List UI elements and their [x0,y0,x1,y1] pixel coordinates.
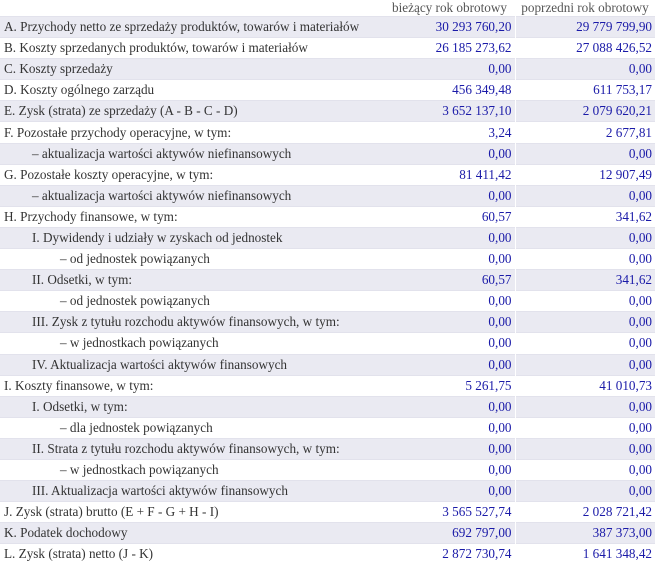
row-label: – od jednostek powiązanych [0,291,384,312]
table-row [0,122,655,143]
current-year-value: 5 261,75 [384,375,515,396]
table-row [0,291,655,312]
previous-year-value: 0,00 [515,59,655,80]
row-label: III. Zysk z tytułu rozchodu aktywów finansowych, w tym: [0,312,384,333]
row-label: II. Odsetki, w tym: [0,270,384,291]
current-year-value: 0,00 [384,417,515,438]
row-label: I. Koszty finansowe, w tym: [0,375,384,396]
previous-year-value: 0,00 [515,396,655,417]
table-row [0,143,655,164]
previous-year-value: 0,00 [515,459,655,480]
table-row [0,185,655,206]
previous-year-value: 0,00 [515,291,655,312]
row-label: B. Koszty sprzedanych produktów, towarów i materiałów [0,38,384,59]
row-label: III. Aktualizacja wartości aktywów finansowych [0,481,384,502]
previous-year-value: 0,00 [515,227,655,248]
row-label: – w jednostkach powiązanych [0,459,384,480]
current-year-value: 0,00 [384,438,515,459]
current-year-header: bieżący rok obrotowy [384,0,515,17]
table-row [0,80,655,101]
previous-year-value: 12 907,49 [515,164,655,185]
previous-year-value: 0,00 [515,438,655,459]
current-year-value: 81 411,42 [384,164,515,185]
row-label: IV. Aktualizacja wartości aktywów finansowych [0,354,384,375]
previous-year-value: 341,62 [515,270,655,291]
row-label: A. Przychody netto ze sprzedaży produktów, towarów i materiałów [0,17,384,38]
row-label: – aktualizacja wartości aktywów niefinansowych [0,143,384,164]
table-row [0,270,655,291]
previous-year-value: 0,00 [515,143,655,164]
table-row [0,101,655,122]
previous-year-value: 611 753,17 [515,80,655,101]
previous-year-value: 0,00 [515,354,655,375]
table-row [0,333,655,354]
previous-year-value: 41 010,73 [515,375,655,396]
table-row [0,206,655,227]
previous-year-value: 0,00 [515,481,655,502]
label-column-header [0,0,384,17]
table-row [0,544,655,564]
row-label: J. Zysk (strata) brutto (E + F - G + H - I) [0,502,384,523]
current-year-value: 0,00 [384,143,515,164]
current-year-value: 3 565 527,74 [384,502,515,523]
previous-year-value: 387 373,00 [515,523,655,544]
row-label: – aktualizacja wartości aktywów niefinansowych [0,185,384,206]
previous-year-value: 27 088 426,52 [515,38,655,59]
row-label: I. Dywidendy i udziały w zyskach od jednostek [0,227,384,248]
current-year-value: 456 349,48 [384,80,515,101]
current-year-value: 60,57 [384,270,515,291]
previous-year-value: 0,00 [515,249,655,270]
row-label: K. Podatek dochodowy [0,523,384,544]
table-row [0,312,655,333]
table-row [0,227,655,248]
table-body [0,17,655,564]
current-year-value: 0,00 [384,481,515,502]
current-year-value: 26 185 273,62 [384,38,515,59]
previous-year-value: 0,00 [515,417,655,438]
table-row [0,38,655,59]
current-year-value: 30 293 760,20 [384,17,515,38]
table-header [0,0,655,17]
previous-year-value: 341,62 [515,206,655,227]
table-row [0,438,655,459]
current-year-value: 0,00 [384,459,515,480]
current-year-value: 60,57 [384,206,515,227]
row-label: – od jednostek powiązanych [0,249,384,270]
table-row [0,417,655,438]
previous-year-value: 0,00 [515,312,655,333]
table-row [0,249,655,270]
table-row [0,502,655,523]
row-label: – dla jednostek powiązanych [0,417,384,438]
row-label: L. Zysk (strata) netto (J - K) [0,544,384,564]
row-label: E. Zysk (strata) ze sprzedaży (A - B - C - D) [0,101,384,122]
previous-year-value: 1 641 348,42 [515,544,655,564]
current-year-value: 0,00 [384,249,515,270]
current-year-value: 692 797,00 [384,523,515,544]
row-label: G. Pozostałe koszty operacyjne, w tym: [0,164,384,185]
previous-year-value: 29 779 799,90 [515,17,655,38]
current-year-value: 0,00 [384,227,515,248]
current-year-value: 3 652 137,10 [384,101,515,122]
row-label: – w jednostkach powiązanych [0,333,384,354]
row-label: D. Koszty ogólnego zarządu [0,80,384,101]
current-year-value: 0,00 [384,396,515,417]
current-year-value: 0,00 [384,312,515,333]
table-row [0,481,655,502]
current-year-value: 0,00 [384,185,515,206]
row-label: I. Odsetki, w tym: [0,396,384,417]
previous-year-header: poprzedni rok obrotowy [515,0,655,17]
current-year-value: 0,00 [384,333,515,354]
header-row [0,0,655,17]
previous-year-value: 0,00 [515,185,655,206]
current-year-value: 0,00 [384,59,515,80]
table-row [0,59,655,80]
previous-year-value: 0,00 [515,333,655,354]
current-year-value: 2 872 730,74 [384,544,515,564]
row-label: C. Koszty sprzedaży [0,59,384,80]
table-row [0,396,655,417]
previous-year-value: 2 677,81 [515,122,655,143]
table-row [0,354,655,375]
previous-year-value: 2 028 721,42 [515,502,655,523]
row-label: F. Pozostałe przychody operacyjne, w tym: [0,122,384,143]
previous-year-value: 2 079 620,21 [515,101,655,122]
row-label: II. Strata z tytułu rozchodu aktywów finansowych, w tym: [0,438,384,459]
table-row [0,17,655,38]
table-row [0,523,655,544]
current-year-value: 0,00 [384,354,515,375]
row-label: H. Przychody finansowe, w tym: [0,206,384,227]
table-row [0,164,655,185]
current-year-value: 3,24 [384,122,515,143]
table-row [0,375,655,396]
current-year-value: 0,00 [384,291,515,312]
table-row [0,459,655,480]
